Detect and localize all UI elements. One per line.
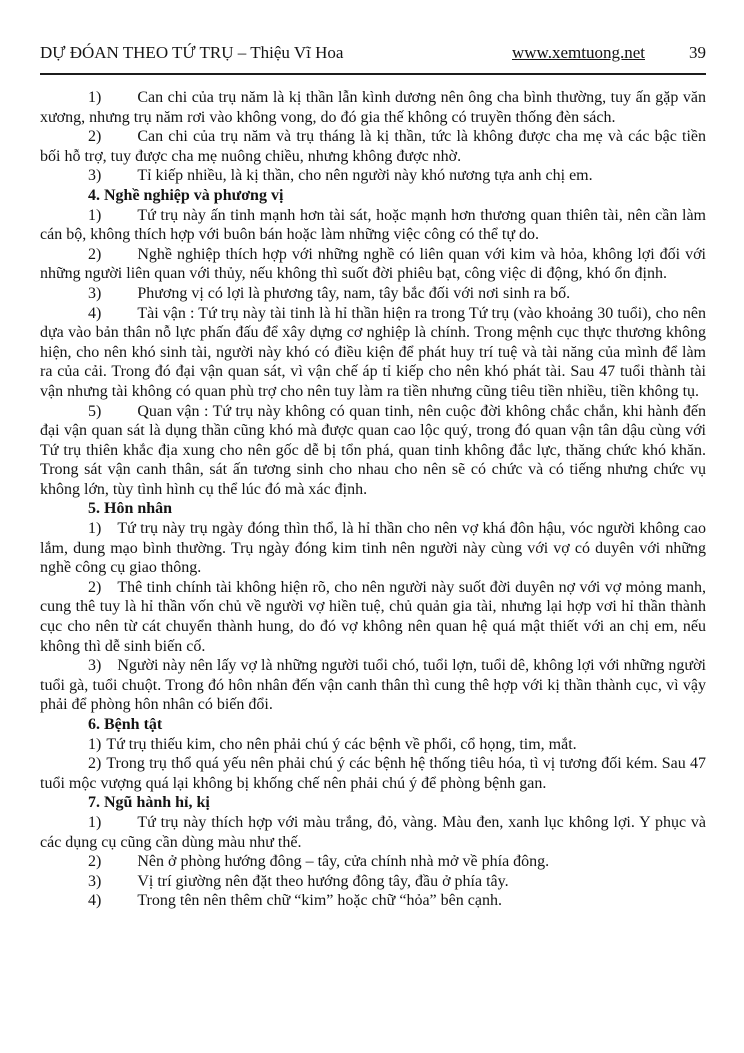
item-number: 4) [88, 892, 102, 910]
item-text: Tứ trụ này ấn tinh mạnh hơn tài sát, hoặc mạnh hơn thương quan thiên tài, nên cần làm cán bộ, không thích hợp với buôn bán hoặc làm những việc công có thể tự do. [40, 206, 706, 244]
tab-space [101, 591, 117, 592]
list-item [40, 127, 706, 166]
tab-space [101, 669, 117, 670]
item-text: Trong trụ thổ quá yếu nên phải chú ý các bệnh hệ thống tiêu hóa, tì vị tương đối kém. Sau 47 tuổi mộc vượng quá lại không bị khống chế nên phải chú ý để phòng bệnh gan. [40, 755, 706, 792]
tab-space [101, 297, 137, 298]
tab-space [101, 101, 137, 102]
section-heading: 7. Ngũ hành hỉ, kị [88, 794, 210, 812]
section-heading: 5. Hôn nhân [88, 500, 173, 518]
item-number: 3) [88, 284, 102, 302]
section-heading: 6. Bệnh tật [88, 716, 163, 733]
tab-space [101, 826, 137, 827]
item-number: 2) [88, 128, 102, 146]
item-text: Tứ trụ thiếu kim, cho nên phải chú ý các bệnh về phổi, cổ họng, tim, mắt. [106, 735, 577, 753]
list-item [40, 578, 706, 656]
tab-space [101, 532, 117, 533]
list-item [40, 166, 706, 186]
list-item [40, 206, 706, 245]
website-text: www.xemtuong.net [512, 43, 645, 62]
tab-space [101, 179, 137, 180]
list-item [40, 852, 706, 872]
item-number: 1) [88, 735, 102, 753]
item-text: Nên ở phòng hướng đông – tây, cửa chính nhà mở về phía đông. [137, 853, 550, 871]
item-number: 3) [88, 872, 102, 890]
item-text: Trong tên nên thêm chữ “kim” hoặc chữ “hỏa” bên cạnh. [137, 892, 502, 910]
tab-space [101, 140, 137, 141]
list-item [40, 304, 706, 402]
item-number: 3) [88, 167, 102, 185]
list-item [40, 891, 706, 911]
item-number: 1) [88, 89, 102, 106]
item-text: Người này nên lấy vợ là những người tuổi chó, tuổi lợn, tuổi dê, không lợi với những người tuổi gà, tuổi chuột. Trong đó hôn nhân đến vận canh thân thì cung thê hợp với kị thần thành cục, vì vậy phải để phòng hôn nhân có biến đổi. [40, 657, 706, 714]
item-number: 2) [88, 853, 102, 871]
item-number: 1) [88, 813, 102, 831]
list-item [40, 88, 706, 127]
list-item [40, 754, 706, 793]
item-number: 2) [88, 578, 102, 596]
section-heading: 4. Nghề nghiệp và phương vị [88, 186, 284, 204]
item-text: Vị trí giường nên đặt theo hướng đông tây, đầu ở phía tây. [137, 872, 509, 890]
page-header [40, 42, 706, 64]
item-text: Tứ trụ này trụ ngày đóng thìn thổ, là hỉ thần cho nên vợ khá đôn hậu, vóc người không cao lắm, dung mạo bình thường. Trụ ngày đóng kim tinh nên người này cùng với vợ có duyên với những nghề công cụ giao thông. [40, 520, 706, 577]
item-number: 5) [88, 402, 102, 420]
list-item [40, 872, 706, 892]
item-text: Phương vị có lợi là phương tây, nam, tây bắc đối với nơi sinh ra bố. [137, 284, 571, 302]
item-number: 3) [88, 657, 102, 675]
tab-space [101, 415, 137, 416]
item-text: Thê tinh chính tài không hiện rõ, cho nên người này suốt đời duyên nợ với vợ mỏng manh, cung thê tuy là hỉ thần vốn chủ về người vợ hiền tuệ, chủ quản gia tài, nhưng lại hợp vơi hỉ thần thành cục cho nên từ cát chuyển thành hung, do đó vợ không nên quan hệ quá mật thiết với an chị em, nếu không thì dễ sinh biến cố. [40, 578, 706, 655]
item-number: 2) [88, 755, 102, 773]
item-number: 1) [88, 520, 102, 538]
tab-space [101, 904, 137, 905]
item-text: Can chi của trụ năm và trụ tháng là kị thần, tức là không được cha mẹ và các bậc tiền bối hỗ trợ, tuy được cha mẹ nuông chiều, nhưng không được nhờ. [40, 128, 706, 165]
tab-space [101, 885, 137, 886]
item-text: Nghề nghiệp thích hợp với những nghề có liên quan với kim và hỏa, không lợi đối với những người liên quan với thủy, nếu không thì suốt đời phiêu bạt, công việc di động, khó ổn định. [40, 245, 706, 283]
list-item [40, 656, 706, 715]
tab-space [101, 317, 137, 318]
book-title: DỰ ĐÓAN THEO TỨ TRỤ – Thiệu Vĩ Hoa [40, 43, 344, 62]
item-text: Quan vận : Tứ trụ này không có quan tinh, nên cuộc đời không chắc chắn, khi hành đến đại vận quan sát là dụng thần cũng khó mà được quan cao lộc quý, trong đó quan vận tân dậu cùng với Tứ trụ thiên khắc địa xung cho nên gốc dễ bị tổn phá, quan tinh không đắc lực, thăng chức khó khăn. Trong sát vận canh thân, sát ấn tương sinh cho nhau cho nên sẽ có chức và có tiếng nhưng chức vụ không lớn, tùy tình hình cụ thể lúc đó mà xác định. [40, 402, 706, 498]
list-item [40, 519, 706, 578]
item-number: 4) [88, 304, 102, 322]
list-item [40, 813, 706, 852]
header-divider [40, 73, 706, 75]
document-body [40, 88, 706, 911]
item-text: Can chi của trụ năm là kị thần lẫn kình dương nên ông cha bình thường, tuy ấn gặp văn xương, nhưng trụ năm rơi vào không vong, do đó gia thế không có truyền thống đèn sách. [40, 89, 706, 126]
list-item [40, 245, 706, 284]
page-number: 39 [689, 43, 706, 62]
item-number: 1) [88, 206, 102, 224]
tab-space [101, 219, 137, 220]
item-text: Tỉ kiếp nhiều, là kị thần, cho nên người này khó nương tựa anh chị em. [137, 167, 593, 185]
item-text: Tứ trụ này thích hợp với màu trắng, đỏ, vàng. Màu đen, xanh lục không lợi. Y phục và các dụng cụ cũng cần dùng màu như thế. [40, 813, 706, 851]
tab-space [101, 865, 137, 866]
item-number: 2) [88, 245, 102, 263]
list-item [40, 735, 706, 755]
list-item [40, 402, 706, 500]
item-text: Tài vận : Tứ trụ này tài tinh là hỉ thần hiện ra trong Tứ trụ (vào khoảng 30 tuổi), cho nên dựa vào bản thân nỗ lực phấn đấu để xây dựng cơ nghiệp là chính. Trong mệnh cục thực thương không hiện, cho nên khó sinh tài, người này khó có điều kiện để phát huy trí tuệ và tài năng của mình để làm ra của cải. Trong đó đại vận quan sát, vì vận chế áp tỉ kiếp cho nên khó phát tài. Sau 47 tuổi thành tài vận nhưng tài không có quan phù trợ cho nên tuy làm ra tiền nhưng cũng tiêu tiền nhiều, tiền không tụ. [40, 304, 706, 400]
list-item [40, 284, 706, 304]
tab-space [101, 258, 137, 259]
